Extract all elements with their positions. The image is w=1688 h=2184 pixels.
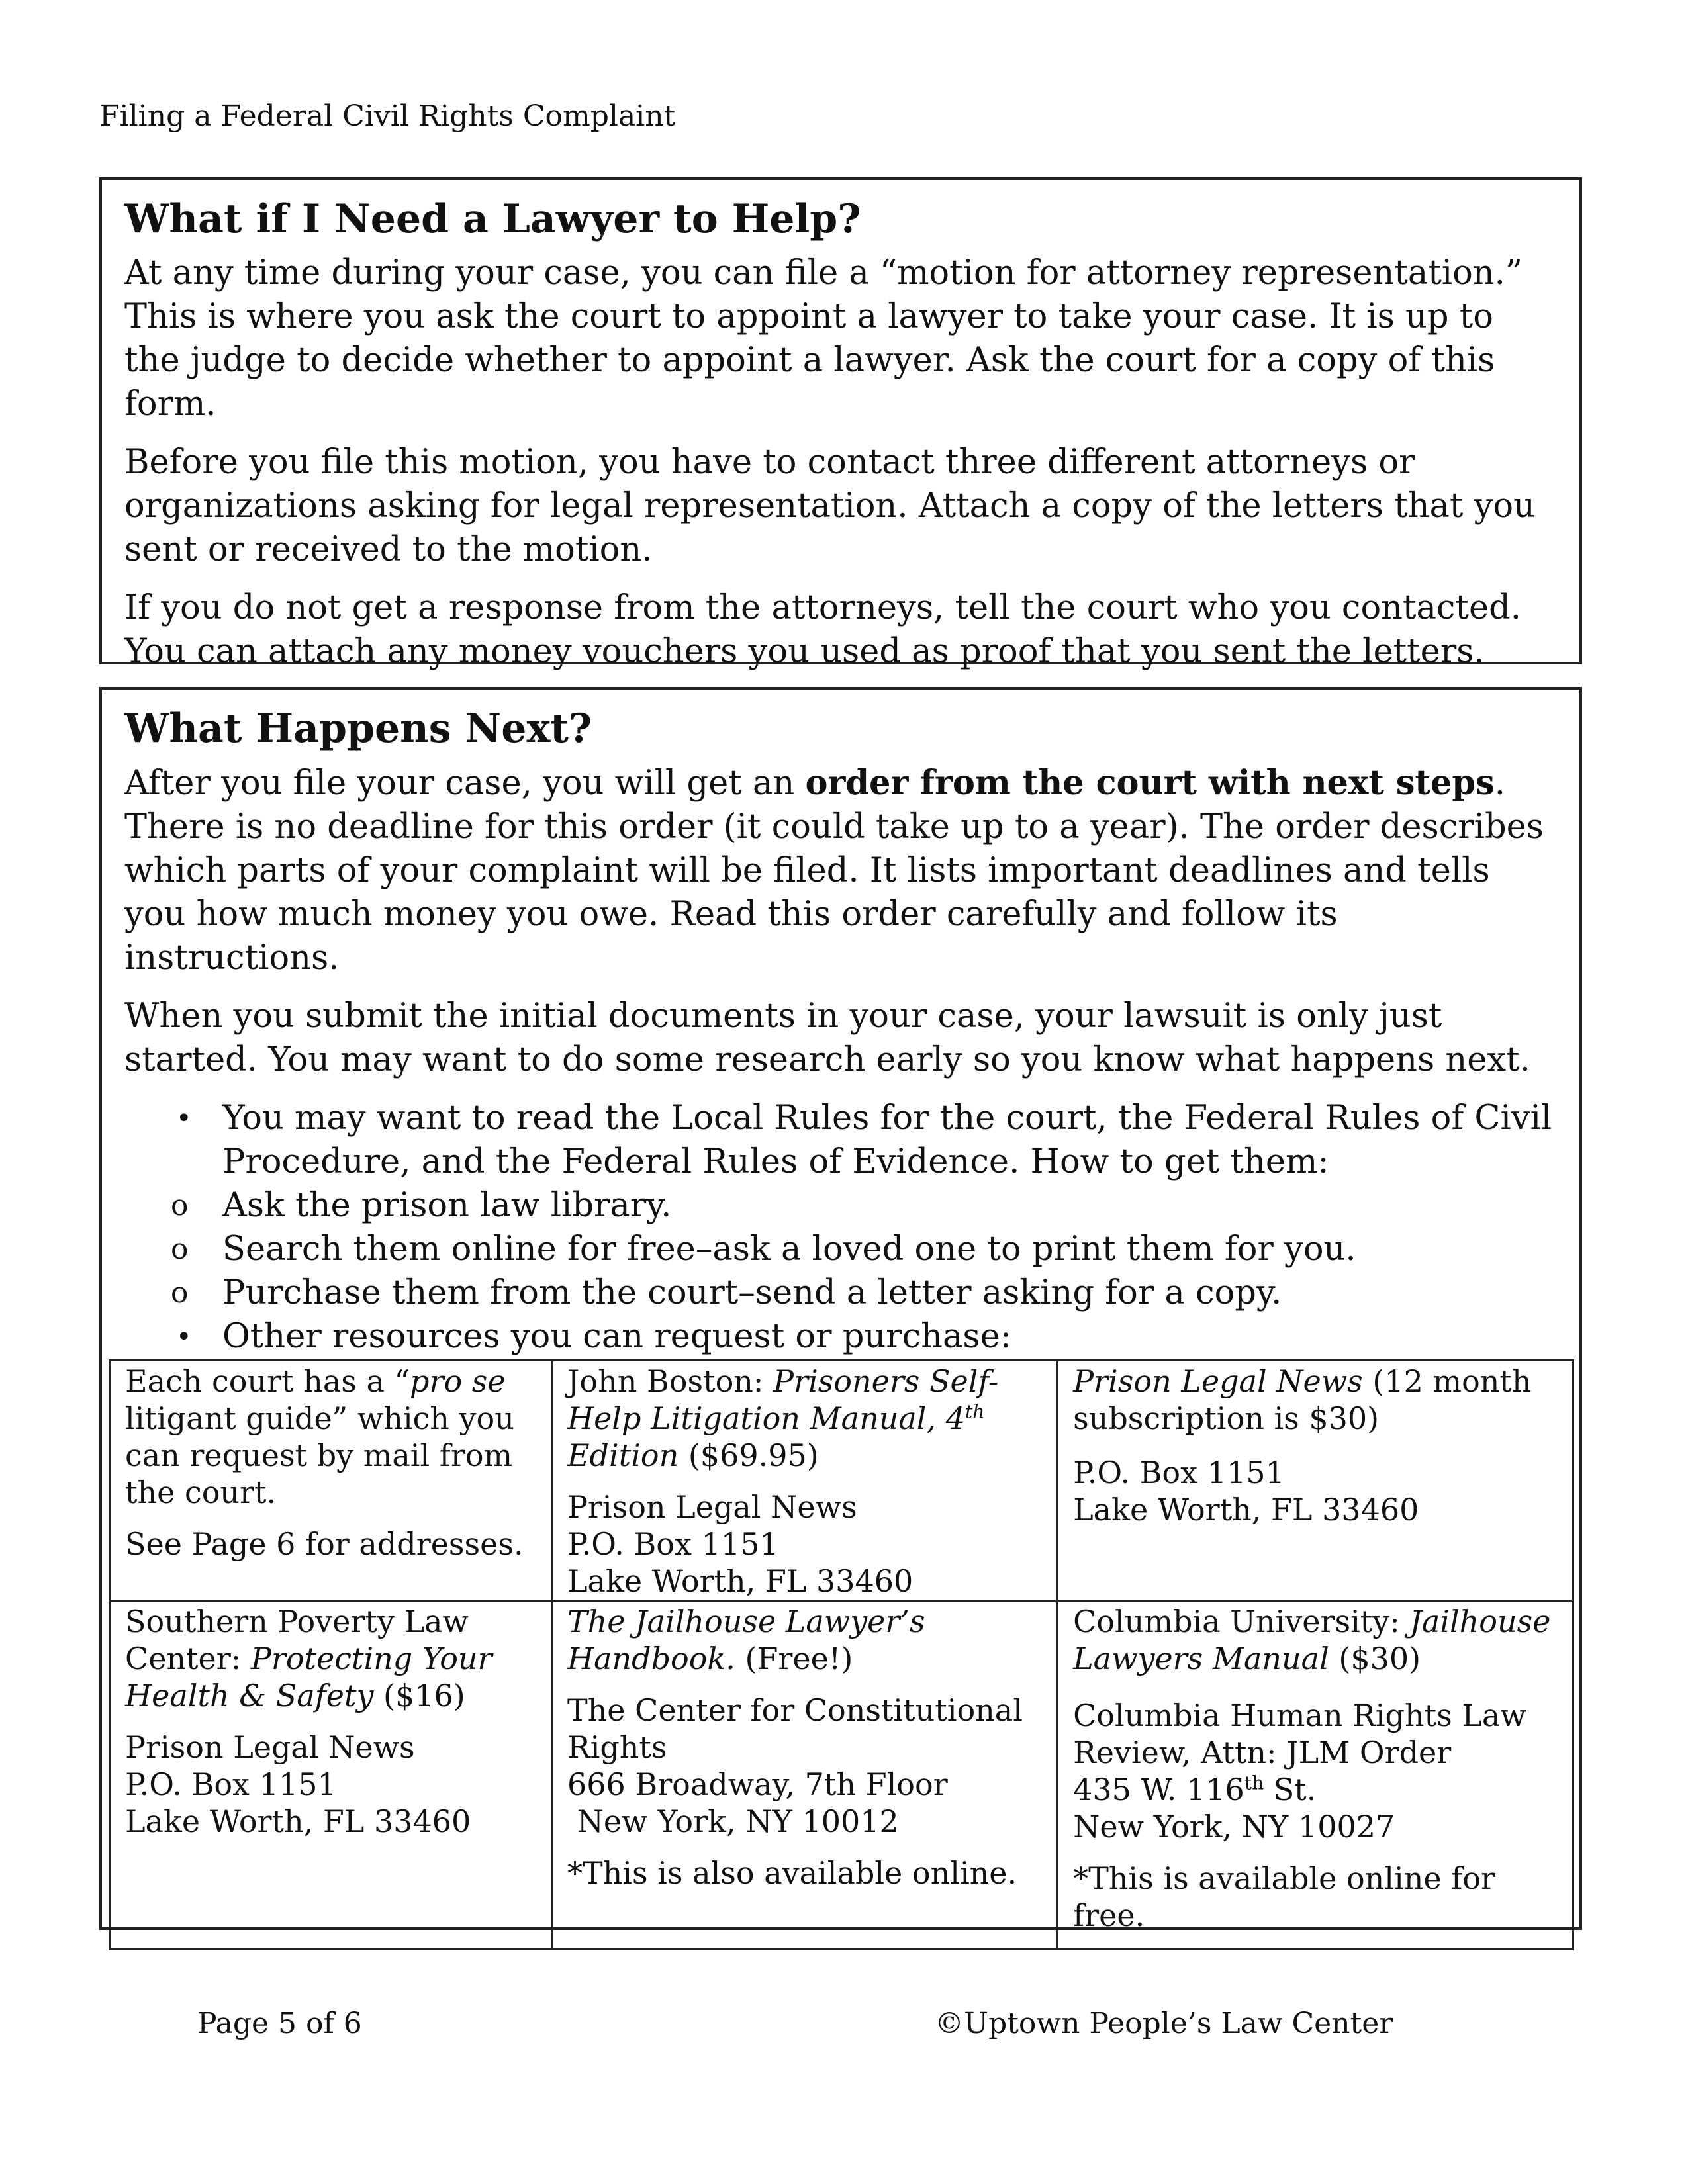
bullet-icon: •: [176, 1322, 192, 1352]
resources-table: [109, 1359, 1574, 1950]
what-happens-next-box: [99, 687, 1582, 1933]
lawyer-paragraph-1: At any time during your case, you can file a “motion for attorney representation.” This is where you ask the court to appoint a lawyer to take your case. It is up to the judge to decide whether to appoint a lawyer. Ask the court for a copy of this form.: [124, 253, 1523, 424]
table-row: [110, 1361, 1573, 1601]
sub-list-item: o Ask the prison law library.: [123, 1184, 1558, 1228]
list-item-text: Other resources you can request or purchase:: [222, 1317, 1011, 1356]
research-list: [124, 1097, 1558, 1359]
running-header: Filing a Federal Civil Rights Complaint: [99, 99, 676, 133]
sub-list-item: o Purchase them from the court–send a letter asking for a copy.: [123, 1271, 1558, 1315]
page-number: Page 5 of 6: [197, 2007, 362, 2040]
resource-cell-prison-legal-news: Prison Legal News (12 month subscription is $30) P.O. Box 1151 Lake Worth, FL 33460: [1058, 1361, 1573, 1601]
resource-cell-columbia-jlm: Columbia University: Jailhouse Lawyers Manual ($30) Columbia Human Rights Law Review, Attn: JLM Order 435 W. 116th St. New York, NY 10027 *This is available online for free.: [1058, 1601, 1573, 1950]
table-row: [110, 1601, 1573, 1950]
lawyer-help-box: [99, 177, 1582, 671]
list-item: [124, 1315, 1558, 1359]
lawyer-paragraph-2: Before you file this motion, you have to contact three different attorneys or organizations asking for legal representation. Attach a copy of the letters that you sent or received to the motion.: [124, 443, 1535, 569]
resource-cell-jailhouse-handbook: The Jailhouse Lawyer’s Handbook. (Free!) The Center for Constitutional Rights 666 Broadway, 7th Floor New York, NY 10012 *This is also available online.: [551, 1601, 1057, 1950]
next-paragraph-2: When you submit the initial documents in your case, your lawsuit is only just started. You may want to do some research early so you know what happens next.: [124, 997, 1530, 1079]
resource-cell-splc: Southern Poverty Law Center: Protecting Your Health & Safety ($16) Prison Legal News P.O. Box 1151 Lake Worth, FL 33460: [110, 1601, 552, 1950]
sub-list: [171, 1184, 1558, 1315]
next-steps-heading: What Happens Next?: [124, 705, 592, 752]
order-emphasis: order from the court with next steps: [805, 763, 1495, 803]
circle-bullet-icon: o: [171, 1189, 189, 1222]
next-paragraph-1: After you file your case, you will get an order from the court with next steps. There is no deadline for this order (it could take up to a year). The order describes which parts of your complaint will be filed. It lists important deadlines and tells you how much money you owe. Read this order carefully and follow its instructions.: [124, 763, 1544, 978]
list-item-text: You may want to read the Local Rules for the court, the Federal Rules of Civil Procedure, and the Federal Rules of Evidence. How to get them:: [222, 1099, 1552, 1181]
resource-cell-court-guide: Each court has a “pro se litigant guide” which you can request by mail from the court. See Page 6 for addresses.: [110, 1361, 552, 1601]
bullet-icon: •: [176, 1103, 192, 1134]
sub-list-item: o Search them online for free–ask a loved one to print them for you.: [123, 1228, 1558, 1271]
circle-bullet-icon: o: [171, 1232, 189, 1266]
copyright-notice: ©Uptown People’s Law Center: [935, 2007, 1393, 2040]
resource-cell-boston-manual: John Boston: Prisoners Self-Help Litigation Manual, 4th Edition ($69.95) Prison Legal News P.O. Box 1151 Lake Worth, FL 33460: [551, 1361, 1057, 1601]
lawyer-paragraph-3: If you do not get a response from the attorneys, tell the court who you contacted. You can attach any money vouchers you used as proof that you sent the letters.: [124, 588, 1522, 671]
list-item: [124, 1097, 1558, 1315]
lawyer-help-heading: What if I Need a Lawyer to Help?: [124, 196, 861, 242]
circle-bullet-icon: o: [171, 1276, 189, 1310]
